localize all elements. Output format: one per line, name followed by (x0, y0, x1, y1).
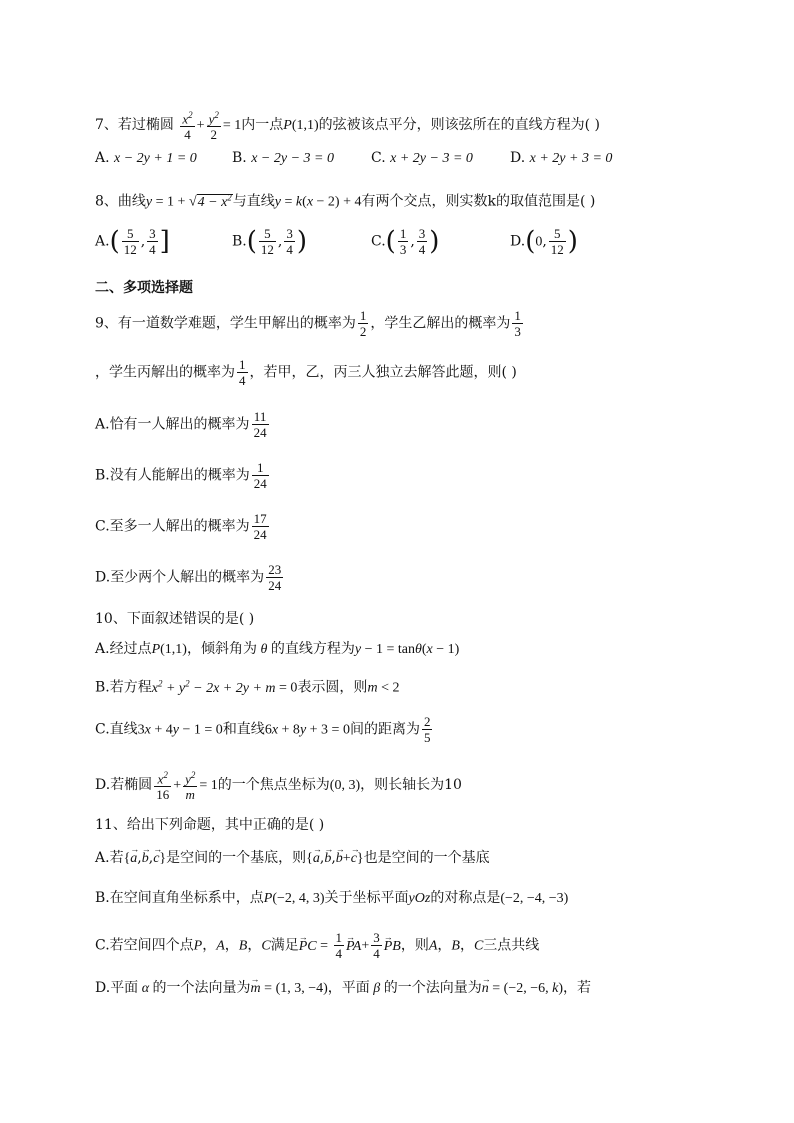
question-9-option-c[interactable]: C.至多一人解出的概率为 $\frac{17}{24}$ (95, 511, 267, 542)
question-9-stem-line2: ，学生丙解出的概率为 $\frac{1}{4}$ ，若甲，乙，丙三人独立去解答此题，则( ) (95, 357, 517, 388)
question-9-option-d[interactable]: D.至少两个人解出的概率为 $\frac{23}{24}$ (95, 562, 282, 593)
question-7-option-c[interactable]: C. x + 2y − 3 = 0 (371, 150, 473, 166)
question-11-option-d[interactable]: D.平面 α 的一个法向量为→ m = (1, 3, −4)，平面 β 的一个法向量为→ n = (−2, −6, k)，若 (95, 978, 591, 999)
section-heading: 二、多项选择题 (95, 280, 193, 296)
question-7-option-d[interactable]: D. x + 2y + 3 = 0 (510, 150, 613, 166)
question-7-stem: 7、若过椭圆 $\frac{x^2}{4}$ + $\frac{y^2}{2}$ = 1内一点P(1,1)的弦被该点平分，则该弦所在的直线方程为( ) (95, 110, 601, 143)
question-11-option-b[interactable]: B.在空间直角坐标系中，点P(−2, 4, 3)关于坐标平面yOz的对称点是(−2, −4, −3) (95, 890, 569, 906)
question-10-option-c[interactable]: C.直线3x + 4y − 1 = 0和直线6x + 8y + 3 = 0间的距离为 $\frac{2}{5}$ (95, 714, 431, 745)
question-8-option-b[interactable]: B.( $\frac{5}{12}$ , $\frac{3}{4}$ ) (232, 226, 308, 257)
question-9-option-b[interactable]: B.没有人能解出的概率为 $\frac{1}{24}$ (95, 460, 267, 491)
question-11-option-c[interactable]: C.若空间四个点P，A，B，C满足→ PC = $\frac{1}{4}$ → PA+ $\frac{3}{4}$ → PB，则A，B，C三点共线 (95, 930, 539, 961)
question-10-option-b[interactable]: B.若方程$x^2 + y^2 - 2x + 2y + m = 0$表示圆，则m < 2 (95, 678, 400, 696)
question-8-option-c[interactable]: C.( $\frac{1}{3}$ , $\frac{3}{4}$ ) (371, 226, 440, 257)
question-8-option-d[interactable]: D.(0, $\frac{5}{12}$ ) (510, 226, 578, 257)
question-8-stem: 8、曲线$y = 1 + √4 - x^2$与直线y = k(x − 2) + 4有两个交点，则实数k的取值范围是( ) (95, 192, 596, 210)
question-10-option-d[interactable]: D.若椭圆 $\frac{x^2}{16}$ + $\frac{y^2}{m}$ = 1的一个焦点坐标为(0, 3)，则长轴长为10 (95, 770, 462, 803)
question-7-option-a[interactable]: A. x − 2y + 1 = 0 (95, 150, 197, 166)
question-11-option-a[interactable]: A.若{→ a,→ b,→ c}是空间的一个基底，则{→ a,→ b,→ b+→ c}也是空间的一个基底 (95, 848, 490, 869)
question-10-stem: 10、下面叙述错误的是( ) (95, 611, 255, 627)
question-9-stem-line1: 9、有一道数学难题，学生甲解出的概率为 $\frac{1}{2}$ ，学生乙解出的概率为 $\frac{1}{3}$ (95, 308, 521, 339)
question-11-stem: 11、给出下列命题，其中正确的是( ) (95, 817, 325, 833)
fraction: $\frac{x^2}{4}$ (182, 110, 193, 143)
question-9-option-a[interactable]: A.恰有一人解出的概率为 $\frac{11}{24}$ (95, 409, 267, 440)
fraction: $\frac{y^2}{2}$ (208, 110, 219, 143)
question-8-option-a[interactable]: A.( $\frac{5}{12}$ , $\frac{3}{4}$ ] (95, 226, 170, 257)
question-10-option-a[interactable]: A.经过点P(1,1)，倾斜角为 θ 的直线方程为y − 1 = tanθ(x − 1) (95, 641, 460, 657)
question-7-option-b[interactable]: B. x − 2y − 3 = 0 (232, 150, 334, 166)
